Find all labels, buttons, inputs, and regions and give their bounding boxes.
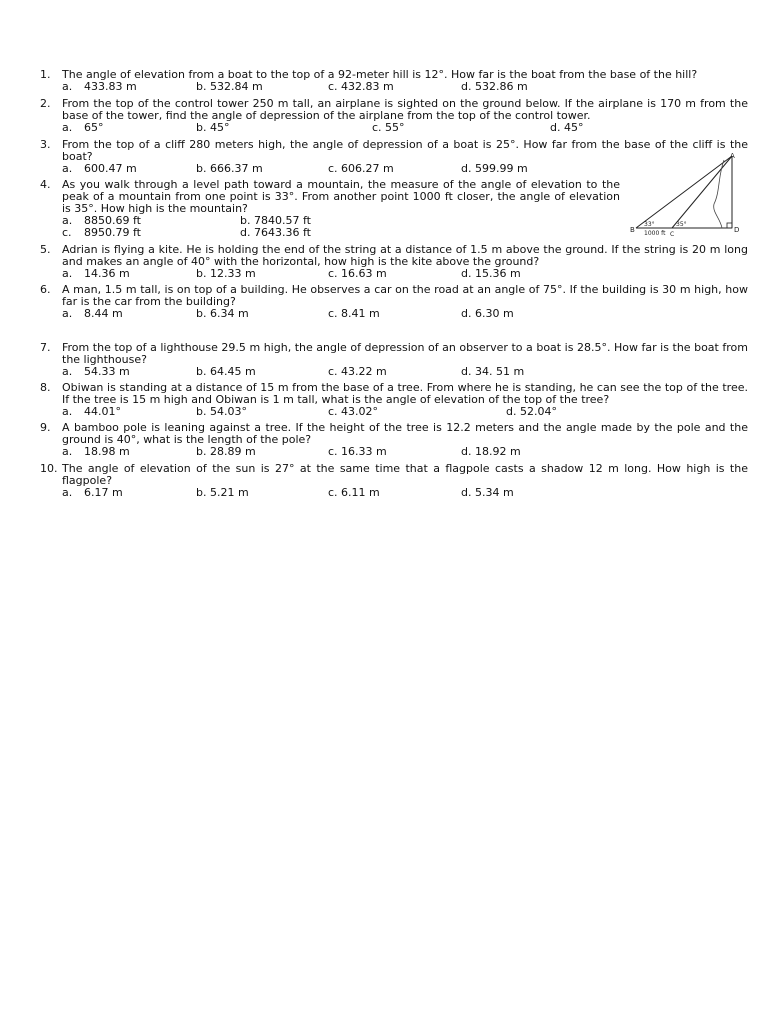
choice-letter: a.	[62, 486, 73, 499]
choice-b[interactable]: b. 532.84 m	[196, 80, 263, 93]
question-number: 9.	[40, 421, 51, 434]
choice-c[interactable]: c. 55°	[372, 121, 405, 134]
choice-a[interactable]	[62, 446, 130, 458]
question-text: Obiwan is standing at a distance of 15 m from the base of a tree. From where he is standing, he can see the top of the tree. If the tree is 15 m high and Obiwan is 1 m tall, what is the angle of elevation of the top of the tree?	[62, 381, 748, 406]
choice-b[interactable]: b. 64.45 m	[196, 365, 256, 378]
choice-text: 44.01°	[84, 405, 121, 418]
choice-a[interactable]	[62, 406, 121, 418]
point-c-label: C	[670, 231, 675, 236]
choice-text: 8950.79 ft	[84, 226, 141, 239]
question-number: 5.	[40, 243, 51, 256]
answer-choices	[62, 268, 748, 280]
choice-text: 433.83 m	[84, 80, 137, 93]
choice-a[interactable]	[62, 81, 137, 93]
base-distance-label: 1000 ft	[644, 230, 666, 236]
question-number: 3.	[40, 138, 51, 151]
choice-letter: c.	[62, 226, 72, 239]
question-number: 4.	[40, 178, 51, 191]
point-d-label: D	[734, 226, 740, 234]
choice-b[interactable]: b. 7840.57 ft	[240, 214, 311, 227]
choice-c[interactable]: c. 16.63 m	[328, 267, 387, 280]
choice-d[interactable]: d. 18.92 m	[461, 445, 521, 458]
question-number: 2.	[40, 97, 51, 110]
question-10	[40, 463, 748, 499]
choice-c[interactable]: c. 606.27 m	[328, 162, 394, 175]
question-5	[40, 244, 748, 280]
choice-d[interactable]: d. 15.36 m	[461, 267, 521, 280]
choice-a[interactable]	[62, 122, 104, 134]
choice-d[interactable]: d. 6.30 m	[461, 307, 514, 320]
choice-c[interactable]: c. 43.22 m	[328, 365, 387, 378]
question-number: 10.	[40, 462, 58, 475]
answer-choices	[62, 487, 748, 499]
choice-d[interactable]: d. 45°	[550, 121, 584, 134]
question-text: As you walk through a level path toward a mountain, the measure of the angle of elevation to the peak of a mountain from one point is 33°. From another point 1000 ft closer, the angle of elevation is 35°. How high is the mountain?	[62, 178, 620, 215]
answer-choices	[62, 308, 748, 320]
choice-a[interactable]	[62, 487, 123, 499]
choice-text: 65°	[84, 121, 104, 134]
choice-c[interactable]: c. 8.41 m	[328, 307, 380, 320]
choice-text: 54.33 m	[84, 365, 130, 378]
mountain-outline	[714, 160, 724, 228]
right-angle-mark	[727, 223, 732, 228]
choice-d[interactable]: d. 532.86 m	[461, 80, 528, 93]
choice-b[interactable]: b. 45°	[196, 121, 230, 134]
question-number: 6.	[40, 283, 51, 296]
question-number: 7.	[40, 341, 51, 354]
answer-choices	[62, 81, 748, 93]
answer-choices	[62, 122, 748, 134]
question-text: A bamboo pole is leaning against a tree. If the height of the tree is 12.2 meters and the angle made by the pole and the ground is 40°, what is the length of the pole?	[62, 421, 748, 446]
choice-letter: a.	[62, 365, 73, 378]
choice-a[interactable]	[62, 308, 123, 320]
point-b-label: B	[630, 226, 635, 234]
choice-b[interactable]: b. 28.89 m	[196, 445, 256, 458]
choice-b[interactable]: b. 6.34 m	[196, 307, 249, 320]
choice-d[interactable]: d. 7643.36 ft	[240, 226, 311, 239]
choice-text: 6.17 m	[84, 486, 123, 499]
choice-text: 8.44 m	[84, 307, 123, 320]
question-text: A man, 1.5 m tall, is on top of a building. He observes a car on the road at an angle of 75°. If the building is 30 m high, how far is the car from the building?	[62, 283, 748, 308]
choice-b[interactable]: b. 12.33 m	[196, 267, 256, 280]
choice-letter: a.	[62, 162, 73, 175]
answer-choices	[62, 446, 748, 458]
choice-text: 8850.69 ft	[84, 214, 141, 227]
question-8	[40, 382, 748, 418]
choice-text: 18.98 m	[84, 445, 130, 458]
angle-35-label: 35°	[676, 221, 687, 228]
choice-b[interactable]: b. 54.03°	[196, 405, 247, 418]
question-text: The angle of elevation of the sun is 27° at the same time that a flagpole casts a shadow 12 m long. How high is the flagpole?	[62, 462, 748, 487]
mountain-diagram	[628, 152, 742, 236]
choice-c[interactable]: c. 43.02°	[328, 405, 379, 418]
answer-choices	[62, 406, 748, 418]
question-text: From the top of a lighthouse 29.5 m high, the angle of depression of an observer to a boat is 28.5°. How far is the boat from the lighthouse?	[62, 341, 748, 366]
choice-letter: a.	[62, 80, 73, 93]
question-4	[40, 179, 620, 239]
angle-33-label: 33°	[644, 221, 655, 228]
choice-c[interactable]: c. 432.83 m	[328, 80, 394, 93]
sight-line-c	[672, 156, 732, 228]
choice-c[interactable]: c. 16.33 m	[328, 445, 387, 458]
triangle-figure	[628, 152, 742, 236]
choice-b[interactable]: b. 5.21 m	[196, 486, 249, 499]
choice-letter: a.	[62, 405, 73, 418]
choice-d[interactable]: d. 34. 51 m	[461, 365, 525, 378]
choice-b[interactable]: b. 666.37 m	[196, 162, 263, 175]
question-9	[40, 422, 748, 458]
choice-d[interactable]: d. 5.34 m	[461, 486, 514, 499]
question-number: 1.	[40, 68, 51, 81]
answer-choices-row-2	[62, 227, 620, 239]
choice-a[interactable]	[62, 268, 130, 280]
question-text: Adrian is flying a kite. He is holding the end of the string at a distance of 1.5 m above the ground. If the string is 20 m long and makes an angle of 40° with the horizontal, how high is the kite above the ground?	[62, 243, 748, 268]
answer-choices	[62, 366, 748, 378]
choice-text: 14.36 m	[84, 267, 130, 280]
question-7	[40, 342, 748, 378]
question-text: The angle of elevation from a boat to the top of a 92-meter hill is 12°. How far is the boat from the base of the hill?	[62, 68, 698, 81]
choice-d[interactable]: d. 52.04°	[506, 405, 557, 418]
choice-letter: a.	[62, 214, 73, 227]
answer-choices-row-1	[62, 215, 620, 227]
question-text: From the top of a cliff 280 meters high, the angle of depression of a boat is 25°. How far from the base of the cliff is the boat?	[62, 138, 748, 163]
question-1	[40, 69, 748, 93]
choice-letter: a.	[62, 121, 73, 134]
choice-letter: a.	[62, 445, 73, 458]
choice-a[interactable]	[62, 366, 130, 378]
choice-letter: a.	[62, 307, 73, 320]
choice-a[interactable]	[62, 163, 137, 175]
choice-letter: a.	[62, 267, 73, 280]
question-6	[40, 284, 748, 320]
question-2	[40, 98, 748, 134]
choice-text: 600.47 m	[84, 162, 137, 175]
choice-c[interactable]	[62, 227, 141, 239]
choice-d[interactable]: d. 599.99 m	[461, 162, 528, 175]
question-number: 8.	[40, 381, 51, 394]
point-a-label: A	[730, 152, 735, 160]
choice-c[interactable]: c. 6.11 m	[328, 486, 380, 499]
question-text: From the top of the control tower 250 m tall, an airplane is sighted on the ground below. If the airplane is 170 m from the base of the tower, find the angle of depression of the airplane from the top of the control tower.	[62, 97, 748, 122]
